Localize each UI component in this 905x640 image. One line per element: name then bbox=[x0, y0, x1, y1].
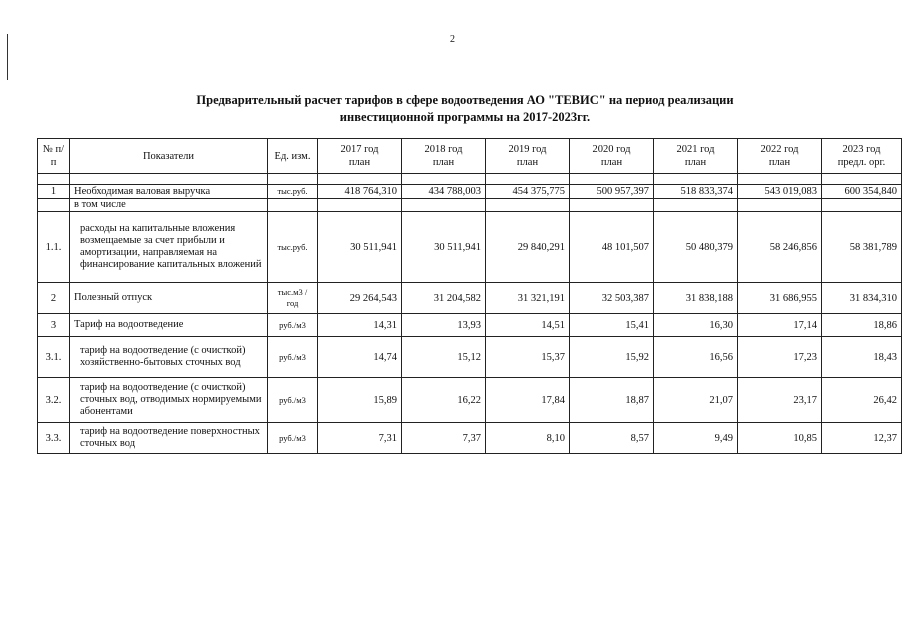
header-year-2019: 2019 год план bbox=[486, 139, 570, 174]
header-num: № п/п bbox=[38, 139, 70, 174]
header-year-2018: 2018 год план bbox=[402, 139, 486, 174]
table-row: 3.1. тариф на водоотведение (с очисткой) хозяйственно-бытовых сточных вод руб./м3 14,74 15,12 15,37 15,92 16,56 17,23 18,43 bbox=[38, 337, 902, 378]
page-number: 2 bbox=[450, 34, 455, 45]
header-year-2020: 2020 год план bbox=[570, 139, 654, 174]
table-row: 3.2. тариф на водоотведение (с очисткой) сточных вод, отводимых нормируемыми абонентами руб./м3 15,89 16,22 17,84 18,87 21,07 23,17 26,42 bbox=[38, 378, 902, 423]
table-row: 1.1. расходы на капитальные вложения возмещаемые за счет прибыли и амортизации, направляемая на финансирование капитальных вложений тыс.руб. 30 511,941 30 511,941 29 840,291 48 101,507 50 480,379 58 246,856 58 381,789 bbox=[38, 212, 902, 283]
table-row: в том числе bbox=[38, 199, 902, 212]
header-year-2021: 2021 год план bbox=[654, 139, 738, 174]
table-row: 3.3. тариф на водоотведение поверхностных сточных вод руб./м3 7,31 7,37 8,10 8,57 9,49 10,85 12,37 bbox=[38, 423, 902, 454]
title-line-2: инвестиционной программы на 2017-2023гг. bbox=[339, 110, 591, 124]
header-unit: Ед. изм. bbox=[268, 139, 318, 174]
table-row: 2 Полезный отпуск тыс.м3 /год 29 264,543 31 204,582 31 321,191 32 503,387 31 838,188 31 686,955 31 834,310 bbox=[38, 283, 902, 314]
header-year-2017: 2017 год план bbox=[318, 139, 402, 174]
title-line-1: Предварительный расчет тарифов в сфере водоотведения АО "ТЕВИС" на период реализации bbox=[196, 93, 734, 107]
header-year-2022: 2022 год план bbox=[738, 139, 822, 174]
tariff-table bbox=[37, 138, 902, 454]
table-row: 3 Тариф на водоотведение руб./м3 14,31 13,93 14,51 15,41 16,30 17,14 18,86 bbox=[38, 314, 902, 337]
document-title bbox=[140, 92, 790, 126]
spacer-row bbox=[38, 174, 902, 185]
header-indicator: Показатели bbox=[70, 139, 268, 174]
table-row: 1 Необходимая валовая выручка тыс.руб. 418 764,310 434 788,003 454 375,775 500 957,397 518 833,374 543 019,083 600 354,840 bbox=[38, 185, 902, 199]
header-row bbox=[38, 139, 902, 174]
header-year-2023: 2023 год предл. орг. bbox=[822, 139, 902, 174]
